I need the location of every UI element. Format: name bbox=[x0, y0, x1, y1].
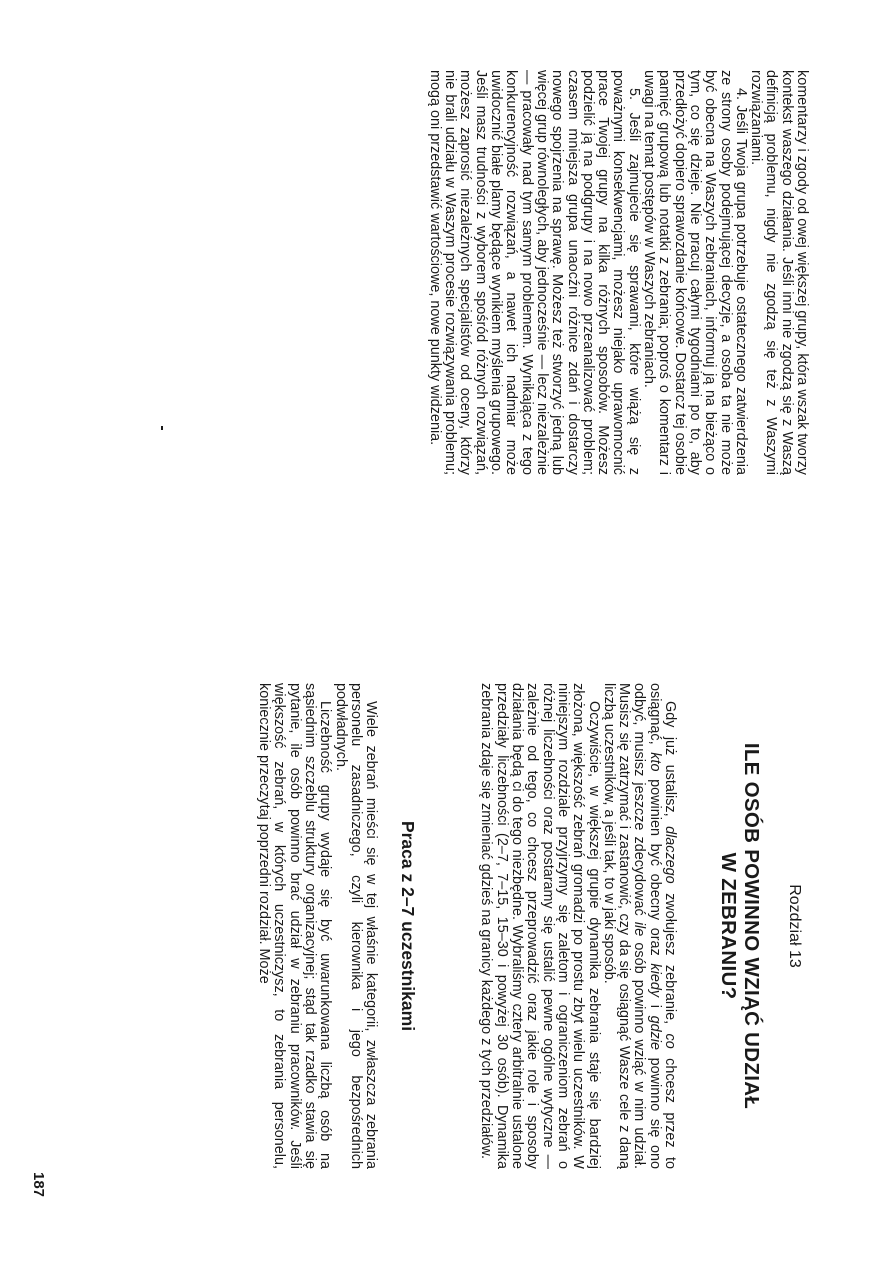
paragraph: Liczebność grupy wydaje się być uwarunkowana liczbą osób na sąsiednim szczeblu struktury organizacyjnej; stąd tak rzadko stawia się pytanie, ile osób powinno brać udział w zebraniu pracowników. Jeśli większość zebrań, w których uczestniczysz, to zebrania personelu, koniecznie przeczytaj poprzedni rozdział. Może bbox=[256, 683, 334, 1169]
chapter-label: Rozdział 13 bbox=[786, 884, 803, 968]
paragraph: komentarzy i zgody od owej większej grupy, która wszak tworzy kontekst waszego działania. Jeśli inni nie zgodzą się z Waszą definicją problemu, nigdy nie zgodzą się też z Waszymi rozwiązaniami. bbox=[748, 70, 810, 475]
chapter-title-line: W ZEBRANIU? bbox=[717, 852, 740, 1000]
chapter-title bbox=[717, 683, 763, 1169]
left-text-column bbox=[427, 70, 809, 475]
emphasis: dlaczego bbox=[662, 826, 678, 884]
text-run: zwołujesz zebranie, bbox=[662, 883, 678, 1034]
paragraph: Wiele zebrań mieści się w tej właśnie kategorii, zwłaszcza zebrania personelu zasadniczego, czyli kierownika i jego bezpośrednich podwładnych. bbox=[332, 683, 380, 1169]
emphasis: kiedy bbox=[646, 963, 663, 998]
chapter-title-line: ILE OSÓB POWINNO WZIĄĆ UDZIAŁ bbox=[740, 742, 763, 1110]
right-text-column bbox=[256, 683, 809, 1169]
text-run: chcesz przez to osiągnąć, bbox=[646, 683, 678, 1169]
text-run: Gdy już ustalisz, bbox=[662, 701, 678, 827]
page-number: 187 bbox=[30, 1172, 47, 1198]
text-run: powinien być obecny oraz bbox=[646, 771, 663, 964]
intro-paragraph bbox=[601, 683, 677, 1169]
emphasis: ile bbox=[631, 921, 648, 937]
text-run: i bbox=[646, 997, 663, 1016]
emphasis: kto bbox=[646, 752, 663, 772]
paragraph: Oczywiście, w większej grupie dynamika zebrania staje się bardziej złożona, większość zebrań gromadzi po prostu zbyt wielu uczestników. W niniejszym rozdziale przyjrzymy się zaletom i ograniczeniom zebrań o różnej liczebności oraz postaramy się ustalić pewne ogólne wytyczne — zależnie od tego, co chcesz przeprowadzić oraz jakie role i sposoby działania będą ci do tego niezbędne. Wybraliśmy cztery arbitralnie ustalone przedziały liczebności (2–7, 7–15, 15–30 i powyżej 30 osób). Dynamika zebrania zdaje się zmieniać gdzieś na granicy każdego z tych przedziałów. bbox=[478, 683, 602, 1169]
emphasis: gdzie bbox=[646, 1015, 663, 1050]
paragraph: 5. Jeśli zajmujecie się sprawami, które wiążą się z poważnymi konsekwencjami, możesz niejako uprawomocnić prace Twojej grupy na kilka różnych sposobów. Możesz podzielić ją na podgrupy i na nowo przeanalizować problem; czasem mniejsza grupa unaocźni różnice zdań i dostarczy nowego spojrzenia na sprawę. Możesz też stworzyć jedną lub więcej grup równoległych, aby jednocześnie — lecz niezależnie — pracowały nad tym samym problemem. Wynikająca z tego konkurencyjność rozwiązań, a nawet ich nadmiar może uwidocznić białe plamy będące wynikiem myślenia grupowego. Jeśli masz trudności z wyborem spośród różnych rozwiązań, możesz zaprosić niezależnych specjalistów od oceny, którzy nie brali udziału w Waszym procesie rozwiązywania problemu; mogą oni przedstawić wartościowe, nowe punkty widzenia. bbox=[426, 70, 642, 475]
paragraph: 4. Jeśli Twoja grupa potrzebuje ostatecznego zatwierdzenia ze strony osoby podejmującej decyzje, a osoba ta nie może być obecna na Waszych zebraniach, informuj ją na bieżąco o tym, co się dzieje. Nie pracuj całymi tygodniami po to, aby przedłożyć dopiero sprawozdanie końcowe. Dostarcz tej osobie pamięć grupową lub notatki z zebrania; poproś o komentarz i uwagi na temat postępów w Waszych zebraniach. bbox=[641, 70, 749, 475]
section-title: Praca z 2–7 uczestnikami bbox=[398, 820, 419, 1032]
scan-speck bbox=[161, 426, 163, 430]
text-run: osób powinno wziąć w nim udział. Musisz się zatrzymać i zastanowić, czy da się osiągnąć Wasze cele z daną liczbą uczestników, a jeśli tak, to w jaki sposób. bbox=[600, 683, 648, 1169]
text-run: powinno się ono odbyć, musisz jeszcze zdecydować bbox=[631, 683, 663, 1169]
emphasis: co bbox=[662, 1033, 678, 1049]
